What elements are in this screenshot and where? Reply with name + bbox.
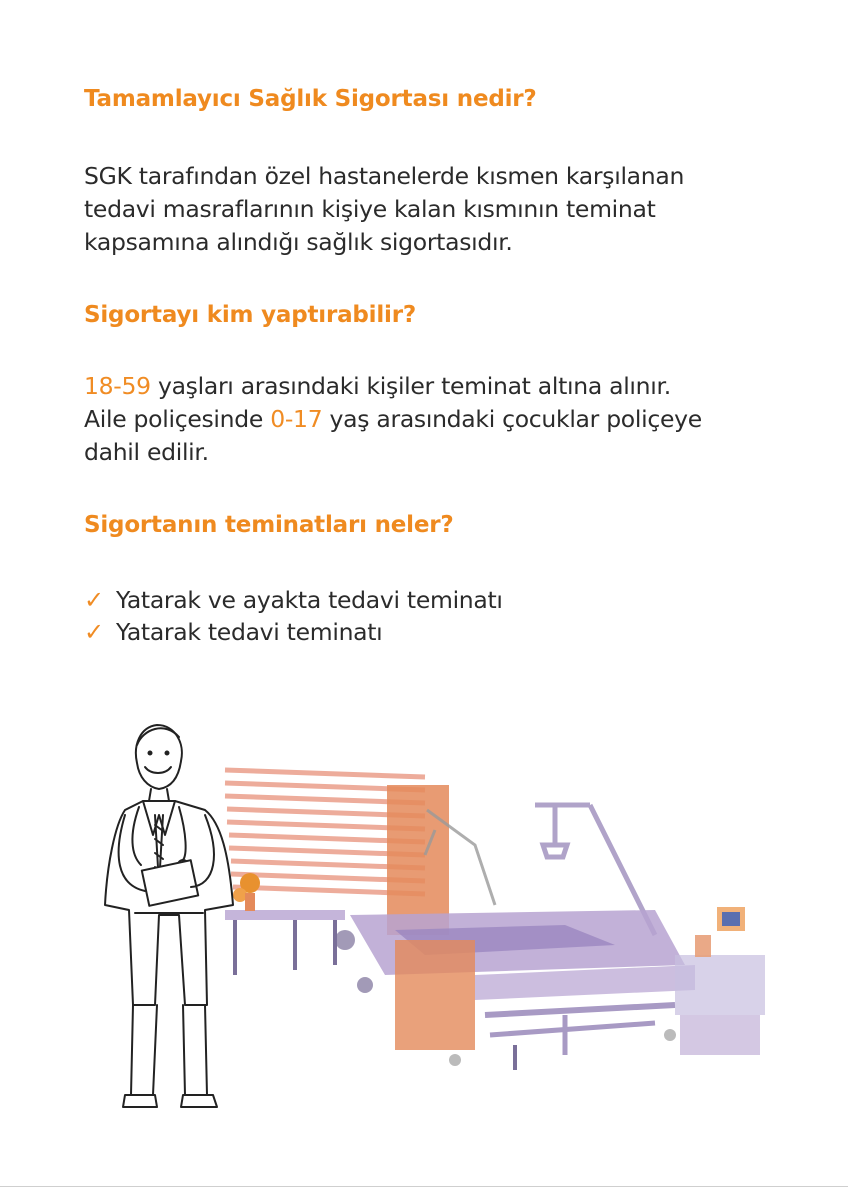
checkmark-icon: ✓ [84, 586, 104, 614]
coverage-label: Yatarak ve ayakta tedavi teminatı [116, 586, 503, 614]
body-line: tedavi masraflarının kişiye kalan kısmının teminat [84, 195, 656, 223]
section-title-what-is: Tamamlayıcı Sağlık Sigortası nedir? [84, 86, 537, 112]
section-title-coverages: Sigortanın teminatları neler? [84, 512, 454, 538]
body-text: yaşları arasındaki kişiler teminat altına alınır. [150, 372, 671, 400]
bedside-cabinet-icon [675, 907, 765, 1055]
door-icon [387, 785, 449, 935]
body-line [84, 403, 784, 436]
section-title-who-can: Sigortayı kim yaptırabilir? [84, 302, 417, 328]
coverage-label: Yatarak tedavi teminatı [116, 618, 383, 646]
body-line: dahil edilir. [84, 438, 209, 466]
checkmark-icon: ✓ [84, 618, 104, 646]
hospital-illustration [95, 715, 775, 1125]
section-body-who-can [84, 370, 784, 469]
list-item [84, 616, 503, 648]
section-body-what-is [84, 160, 784, 259]
body-line [84, 370, 784, 403]
list-item [84, 584, 503, 616]
coverage-list [84, 584, 503, 648]
body-line: SGK tarafından özel hastanelerde kısmen karşılanan [84, 162, 685, 190]
bottom-divider [0, 1186, 848, 1187]
body-line: kapsamına alındığı sağlık sigortasıdır. [84, 228, 513, 256]
hospital-bed-icon [335, 910, 695, 1070]
doctor-icon [105, 725, 233, 1107]
body-text: yaş arasındaki çocuklar poliçeye [322, 405, 702, 433]
age-range-adult: 18-59 [84, 372, 151, 400]
age-range-child: 0-17 [270, 405, 323, 433]
body-text: Aile poliçesinde [84, 405, 271, 433]
